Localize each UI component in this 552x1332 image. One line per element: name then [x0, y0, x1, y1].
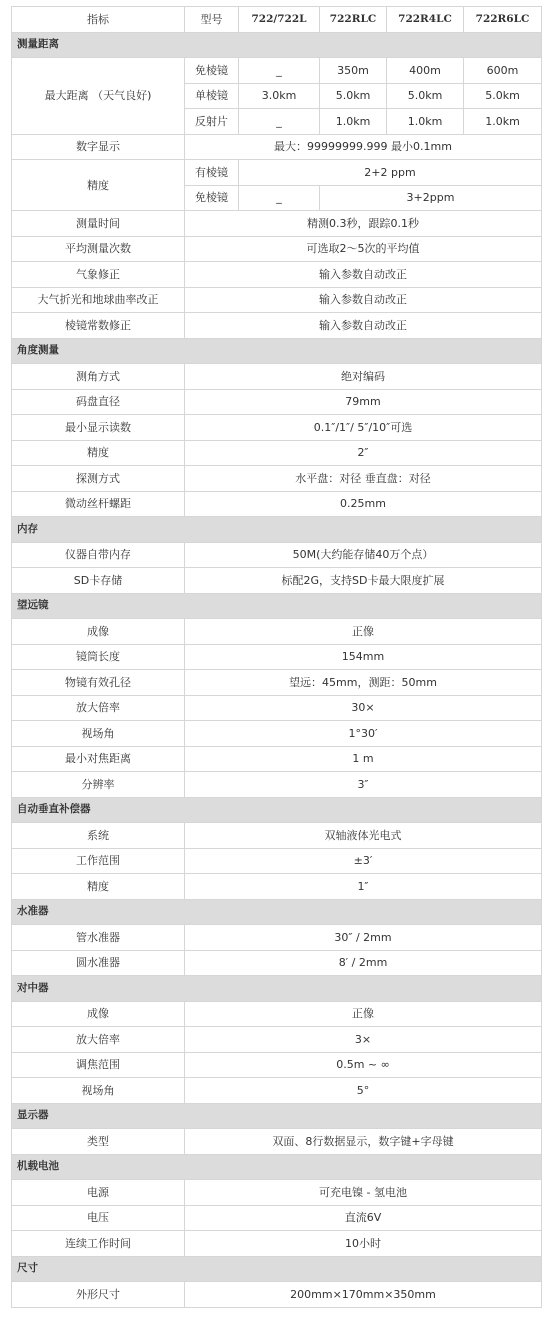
sub-label: 免棱镜 — [185, 58, 239, 84]
table-row — [12, 211, 542, 237]
section-title-level: 水准器 — [12, 899, 542, 925]
row-label: 物镜有效孔径 — [12, 670, 185, 696]
row-value: 1°30′ — [185, 721, 542, 747]
table-row — [12, 440, 542, 466]
section-header — [12, 1103, 542, 1129]
cell-value: _ — [239, 58, 320, 84]
section-header — [12, 976, 542, 1002]
row-label: 最大距离 （天气良好) — [12, 58, 185, 135]
cell-value: _ — [239, 185, 320, 211]
row-label: 探测方式 — [12, 466, 185, 492]
header-model-2: 722RLC — [320, 7, 387, 33]
row-value: 30× — [185, 695, 542, 721]
row-label: 测量时间 — [12, 211, 185, 237]
table-row — [12, 644, 542, 670]
cell-value: 400m — [387, 58, 464, 84]
sub-label: 单棱镜 — [185, 83, 239, 109]
row-label: 成像 — [12, 619, 185, 645]
row-label: 最小对焦距离 — [12, 746, 185, 772]
row-value: 2″ — [185, 440, 542, 466]
row-label: 精度 — [12, 440, 185, 466]
section-title-telescope: 望远镜 — [12, 593, 542, 619]
section-title-display: 显示器 — [12, 1103, 542, 1129]
table-row — [12, 1205, 542, 1231]
row-value: 最大：99999999.999 最小0.1mm — [185, 134, 542, 160]
row-value: 2+2 ppm — [239, 160, 542, 186]
table-row — [12, 823, 542, 849]
section-header — [12, 593, 542, 619]
row-label: 大气折光和地球曲率改正 — [12, 287, 185, 313]
row-label: 码盘直径 — [12, 389, 185, 415]
spec-table — [11, 6, 542, 1308]
table-row — [12, 313, 542, 339]
table-row — [12, 134, 542, 160]
row-value: 3″ — [185, 772, 542, 798]
row-label: 类型 — [12, 1129, 185, 1155]
row-value: 3× — [185, 1027, 542, 1053]
section-title-angle: 角度测量 — [12, 338, 542, 364]
row-label: 外形尺寸 — [12, 1282, 185, 1308]
table-row — [12, 670, 542, 696]
cell-value: 1.0km — [320, 109, 387, 135]
cell-value: _ — [239, 109, 320, 135]
section-header — [12, 797, 542, 823]
row-label: 最小显示读数 — [12, 415, 185, 441]
row-label: 成像 — [12, 1001, 185, 1027]
row-value: 正像 — [185, 619, 542, 645]
row-value: 50M(大约能存储40万个点） — [185, 542, 542, 568]
row-value: 79mm — [185, 389, 542, 415]
row-label: 精度 — [12, 874, 185, 900]
row-label: SD卡存储 — [12, 568, 185, 594]
header-item: 指标 — [12, 7, 185, 33]
row-value: 绝对编码 — [185, 364, 542, 390]
section-header — [12, 338, 542, 364]
table-row — [12, 160, 542, 186]
section-title-plummet: 对中器 — [12, 976, 542, 1002]
table-row — [12, 1180, 542, 1206]
cell-value: 1.0km — [464, 109, 542, 135]
table-row — [12, 925, 542, 951]
row-value: ±3′ — [185, 848, 542, 874]
row-value: 可选取2～5次的平均值 — [185, 236, 542, 262]
section-title-compensator: 自动垂直补偿器 — [12, 797, 542, 823]
table-row — [12, 1052, 542, 1078]
row-label: 管水准器 — [12, 925, 185, 951]
row-value: 10小时 — [185, 1231, 542, 1257]
table-row — [12, 1027, 542, 1053]
row-label: 电压 — [12, 1205, 185, 1231]
cell-value: 5.0km — [464, 83, 542, 109]
table-row — [12, 1078, 542, 1104]
table-row — [12, 466, 542, 492]
section-header — [12, 1154, 542, 1180]
row-value: 直流6V — [185, 1205, 542, 1231]
table-row — [12, 772, 542, 798]
section-title-memory: 内存 — [12, 517, 542, 543]
row-value: 望远：45mm，测距：50mm — [185, 670, 542, 696]
table-row — [12, 1231, 542, 1257]
row-label: 气象修正 — [12, 262, 185, 288]
row-value: 正像 — [185, 1001, 542, 1027]
row-label: 棱镜常数修正 — [12, 313, 185, 339]
table-row — [12, 1001, 542, 1027]
table-row — [12, 415, 542, 441]
row-value: 8′ / 2mm — [185, 950, 542, 976]
row-value: 可充电镍 - 氢电池 — [185, 1180, 542, 1206]
header-model-1: 722/722L — [239, 7, 320, 33]
sub-label: 免棱镜 — [185, 185, 239, 211]
cell-value: 5.0km — [320, 83, 387, 109]
section-title-battery: 机载电池 — [12, 1154, 542, 1180]
row-label: 放大倍率 — [12, 1027, 185, 1053]
cell-value: 600m — [464, 58, 542, 84]
table-row — [12, 389, 542, 415]
cell-value: 350m — [320, 58, 387, 84]
row-value: 5° — [185, 1078, 542, 1104]
row-label: 调焦范围 — [12, 1052, 185, 1078]
cell-value: 3.0km — [239, 83, 320, 109]
table-header-row — [12, 7, 542, 33]
row-value: 标配2G，支持SD卡最大限度扩展 — [185, 568, 542, 594]
row-label: 数字显示 — [12, 134, 185, 160]
table-row — [12, 746, 542, 772]
cell-value: 5.0km — [387, 83, 464, 109]
row-value: 输入参数自动改正 — [185, 262, 542, 288]
row-label: 测角方式 — [12, 364, 185, 390]
header-model: 型号 — [185, 7, 239, 33]
row-value: 0.25mm — [185, 491, 542, 517]
sub-label: 反射片 — [185, 109, 239, 135]
row-value: 200mm×170mm×350mm — [185, 1282, 542, 1308]
row-value: 双轴液体光电式 — [185, 823, 542, 849]
sub-label: 有棱镜 — [185, 160, 239, 186]
table-row — [12, 58, 542, 84]
header-model-4: 722R6LC — [464, 7, 542, 33]
row-value: 水平盘：对径 垂直盘：对径 — [185, 466, 542, 492]
row-value: 1 m — [185, 746, 542, 772]
table-row — [12, 491, 542, 517]
cell-value: 1.0km — [387, 109, 464, 135]
table-row — [12, 542, 542, 568]
row-label: 视场角 — [12, 1078, 185, 1104]
row-value: 输入参数自动改正 — [185, 287, 542, 313]
row-value: 30″ / 2mm — [185, 925, 542, 951]
row-label: 工作范围 — [12, 848, 185, 874]
section-header — [12, 899, 542, 925]
row-value: 精测0.3秒，跟踪0.1秒 — [185, 211, 542, 237]
row-value: 0.1″/1″/ 5″/10″可选 — [185, 415, 542, 441]
table-row — [12, 1282, 542, 1308]
row-label: 电源 — [12, 1180, 185, 1206]
table-row — [12, 695, 542, 721]
table-row — [12, 950, 542, 976]
table-row — [12, 236, 542, 262]
row-label: 圆水准器 — [12, 950, 185, 976]
row-value: 3+2ppm — [320, 185, 542, 211]
row-label: 系统 — [12, 823, 185, 849]
table-row — [12, 262, 542, 288]
section-title-distance: 测量距离 — [12, 32, 542, 58]
row-value: 输入参数自动改正 — [185, 313, 542, 339]
section-title-dimensions: 尺寸 — [12, 1256, 542, 1282]
row-label: 仪器自带内存 — [12, 542, 185, 568]
table-row — [12, 848, 542, 874]
table-row — [12, 874, 542, 900]
row-label: 平均测量次数 — [12, 236, 185, 262]
row-label: 放大倍率 — [12, 695, 185, 721]
header-model-3: 722R4LC — [387, 7, 464, 33]
row-value: 0.5m ~ ∞ — [185, 1052, 542, 1078]
section-header — [12, 32, 542, 58]
row-label: 连续工作时间 — [12, 1231, 185, 1257]
section-header — [12, 517, 542, 543]
table-row — [12, 619, 542, 645]
row-label: 精度 — [12, 160, 185, 211]
table-row — [12, 1129, 542, 1155]
row-label: 微动丝杆螺距 — [12, 491, 185, 517]
row-value: 双面、8行数据显示，数字键+字母键 — [185, 1129, 542, 1155]
table-row — [12, 568, 542, 594]
table-row — [12, 364, 542, 390]
row-label: 视场角 — [12, 721, 185, 747]
row-label: 镜筒长度 — [12, 644, 185, 670]
table-row — [12, 287, 542, 313]
section-header — [12, 1256, 542, 1282]
row-value: 1″ — [185, 874, 542, 900]
row-label: 分辨率 — [12, 772, 185, 798]
table-row — [12, 721, 542, 747]
row-value: 154mm — [185, 644, 542, 670]
